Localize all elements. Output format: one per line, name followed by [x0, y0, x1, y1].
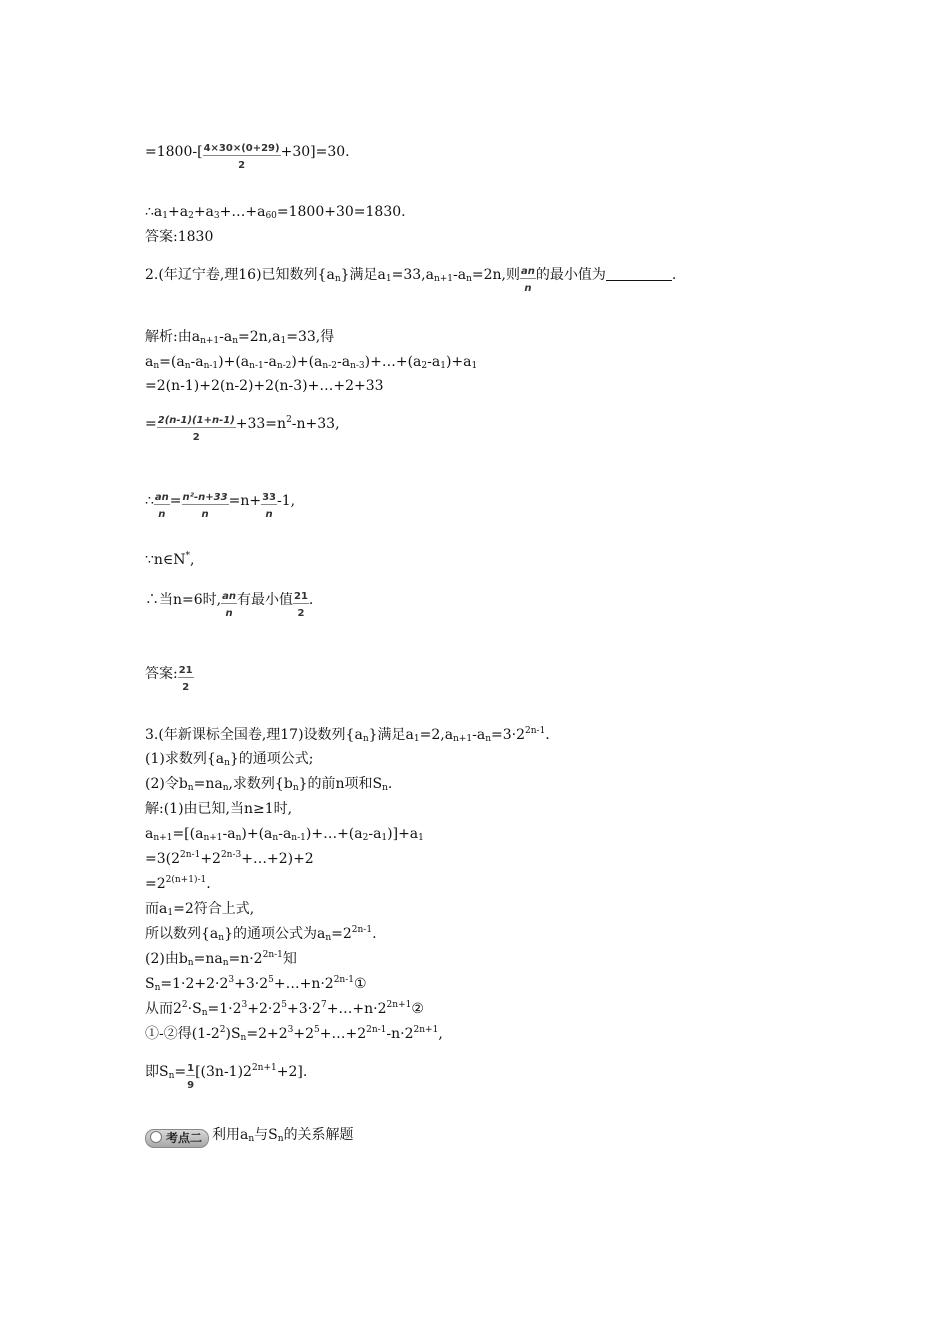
solution-2-line-2: $S_n=1\cdot 2+2\cdot 2^3+3\cdot 2^5+\dots+n\cdot 2^{2n-1}①$: [145, 975, 367, 993]
fraction: $\frac{21}{2}$: [293, 591, 308, 619]
solution-1-line-5: 所以数列$\{a_n\}$的通项公式为$a_n=2^{2n-1}$.: [145, 925, 377, 943]
section-2-heading: 考点二 利用$a_n$与$S_n$的关系解题: [145, 1126, 354, 1148]
solution-1-line-4: 而$a_1=2$符合上式,: [145, 901, 255, 918]
solution-2-line-4: ①-②得$(1-2^2)S_n=2+2^3+2^5+\dots+2^{2n-1}-n\cdot 2^{2n+1}$,: [145, 1025, 443, 1043]
solution-2-line-1: (2)由$b_n=na_n=n\cdot 2^{2n-1}$知: [145, 950, 297, 968]
answer-blank: [606, 266, 672, 281]
solution-1-line-3: $=2^{2(n+1)-1}$.: [145, 875, 211, 892]
because-line: ∵n∈N*,: [145, 551, 195, 568]
fraction: $\frac{an}{n}$: [154, 492, 169, 520]
solution-1-intro: 解:(1)由已知,当n≥1时,: [145, 801, 293, 817]
ratio-line: ∴ $\frac{an}{n}$ = $\frac{\text{n²-n+33}}{n}$ =n+ $\frac{33}{n}$ -1,: [145, 492, 296, 520]
answer-21-2: 答案: $\frac{21}{2}$: [145, 665, 193, 693]
an-telescoping: $a_n=(a_n-a_{n-1})+(a_{n-1}-a_{n-2})+(a_{n-2}-a_{n-3})+\dots+(a_2-a_1)+a_1$: [145, 354, 478, 371]
answer-1830: 答案:1830: [145, 229, 214, 245]
question-2: (2)令$b_n=na_n$,求数列$\{b_n\}$的前n项和$S_n$.: [145, 776, 393, 793]
solution-1-line-2: $=3(2^{2n-1}+2^{2n-3}+\dots+2)+2$: [145, 850, 314, 867]
sum-line-1830: $\therefore a_1+a_2+a_3+\dots+a_{60}=1800+30=1830$.: [145, 204, 406, 221]
eq-line-1800: =1800-[ $\frac{4\times 30\times(0+29)}{2}$ +30]=30.: [145, 143, 350, 171]
section-badge: 考点二: [145, 1129, 209, 1148]
solution-1-line-1: $a_{n+1}=[(a_{n+1}-a_n)+(a_n-a_{n-1})+\dots+(a_2-a_1)]+a_1$: [145, 826, 424, 843]
question-1: (1)求数列$\{a_n\}$的通项公式;: [145, 751, 314, 768]
bullet-icon: [150, 1131, 162, 1143]
problem-2-stem: 2.(年辽宁卷,理16)已知数列$\{a_n\}$满足$a_1=33,a_{n+1}-a_n=2n$,则 $\frac{an}{n}$ 的最小值为 .: [145, 266, 677, 294]
fraction: $\frac{4\times 30\times(0+29)}{2}$: [203, 143, 280, 171]
fraction: $\frac{21}{2}$: [178, 665, 193, 693]
fraction: $\frac{an}{n}$: [222, 591, 236, 619]
fraction: $\frac{2(n-1)(1+n-1)}{2}$: [157, 415, 235, 443]
fraction: $\frac{33}{n}$: [262, 492, 277, 520]
solution-2-line-5: 即$S_n=$ $\frac{1}{9}$ $[(3n-1)2^{2n+1}+2]$.: [145, 1063, 308, 1091]
fraction: $\frac{\text{n²-n+33}}{n}$: [182, 492, 228, 520]
solution-2-line-3: 从而$2^2\cdot S_n=1\cdot 2^3+2\cdot 2^5+3\cdot 2^7+\dots+n\cdot 2^{2n+1}②$: [145, 1000, 424, 1018]
problem-3-stem: 3.(年新课标全国卷,理17)设数列$\{a_n\}$满足$a_1=2,a_{n+1}-a_n=3\cdot 2^{2n-1}$.: [145, 726, 550, 744]
therefore-min-line: ∴当n=6时, $\frac{an}{n}$ 有最小值 $\frac{21}{2}$ .: [145, 591, 314, 619]
fraction: $\frac{1}{9}$: [187, 1063, 195, 1091]
fraction: $\frac{an}{n}$: [521, 266, 535, 294]
sum-expansion: =2(n-1)+2(n-2)+2(n-3)+…+2+33: [145, 378, 384, 394]
analysis-intro: 解析:由$a_{n+1}-a_n=2n,a_1=33$,得: [145, 329, 335, 346]
gauss-sum-line: = $\frac{2(n-1)(1+n-1)}{2}$ $+33=n^2-n+33$,: [145, 415, 340, 443]
